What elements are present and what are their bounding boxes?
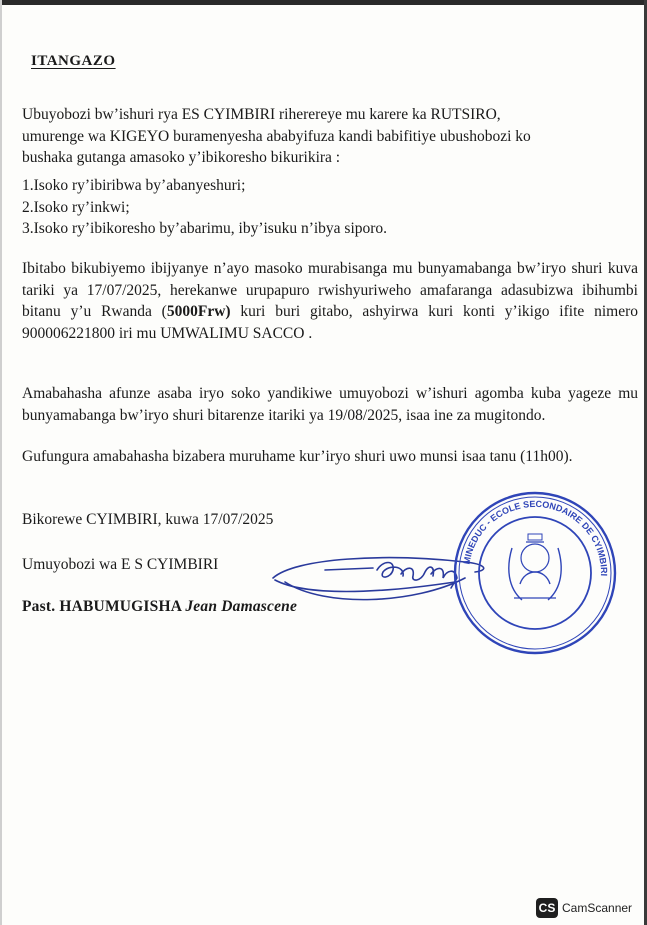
svg-text:MINEDUC - ECOLE SECONDAIRE DE: MINEDUC - ECOLE SECONDAIRE DE CYIMBIRI: [461, 498, 610, 577]
camscanner-logo-icon: CS: [536, 898, 558, 918]
intro-line: bushaka gutanga amasoko y’ibikoresho bikurikira :: [22, 149, 341, 166]
official-stamp: [450, 488, 620, 658]
scan-left-edge: [0, 0, 2, 925]
documents-paragraph: [22, 258, 638, 344]
signatory-name: [22, 598, 297, 616]
date-line: Bikorewe CYIMBIRI, kuwa 17/07/2025: [22, 511, 274, 528]
signatory-name-prefix: Past. HABUMUGISHA: [22, 598, 186, 615]
intro-paragraph: [22, 104, 638, 169]
camscanner-label: CamScanner: [562, 901, 633, 915]
deadline-paragraph: Amabahasha afunze asaba iryo soko yandikiwe umuyobozi w’ishuri agomba kuba yageze mu bunyamabanga bw’iryo shuri bitarenze itariki ya 19/08/2025, isaa ine za mugitondo.: [22, 385, 638, 424]
fee-amount: 5000Frw): [166, 303, 231, 320]
opening-paragraph: Gufungura amabahasha bizabera muruhame kur’iryo shuri uwo munsi isaa tanu (11h00).: [22, 448, 573, 465]
documents-text: Ibitabo bikubiyemo ibijyanye n’ayo masoko murabisanga mu bunyamabanga bw’iryo shuri kuva tariki ya 17/07/2025, herekanwe urupapuro rwishyuriweho amafaranga adasubizwa ibihumbi bitanu y’u Rwanda (: [22, 260, 638, 320]
scan-top-edge: [0, 0, 647, 5]
camscanner-watermark: [536, 897, 632, 919]
tender-list-item: 3.Isoko ry’ibikoresho by’abarimu, iby’isuku n’ibya siporo.: [22, 220, 388, 237]
intro-line: Ubuyobozi bw’ishuri rya ES CYIMBIRI riherereye mu karere ka RUTSIRO,: [22, 106, 501, 123]
documents-text-end: kuri buri gitabo, ashyirwa kuri konti y’ikigo ifite nimero 900006221800 iri mu UMWALIMU SACCO .: [22, 303, 639, 342]
intro-line: umurenge wa KIGEYO buramenyesha ababyifuza kandi babifitiye ubushobozi ko: [22, 127, 531, 145]
tender-list-item: 1.Isoko ry’ibiribwa by’abanyeshuri;: [22, 177, 246, 194]
tender-list: [22, 175, 387, 240]
signatory-role: Umuyobozi wa E S CYIMBIRI: [22, 556, 219, 573]
signatory-name-rest: Jean Damascene: [185, 598, 298, 615]
announcement-title: ITANGAZO: [31, 53, 116, 69]
tender-list-item: 2.Isoko ry’inkwi;: [22, 198, 130, 216]
